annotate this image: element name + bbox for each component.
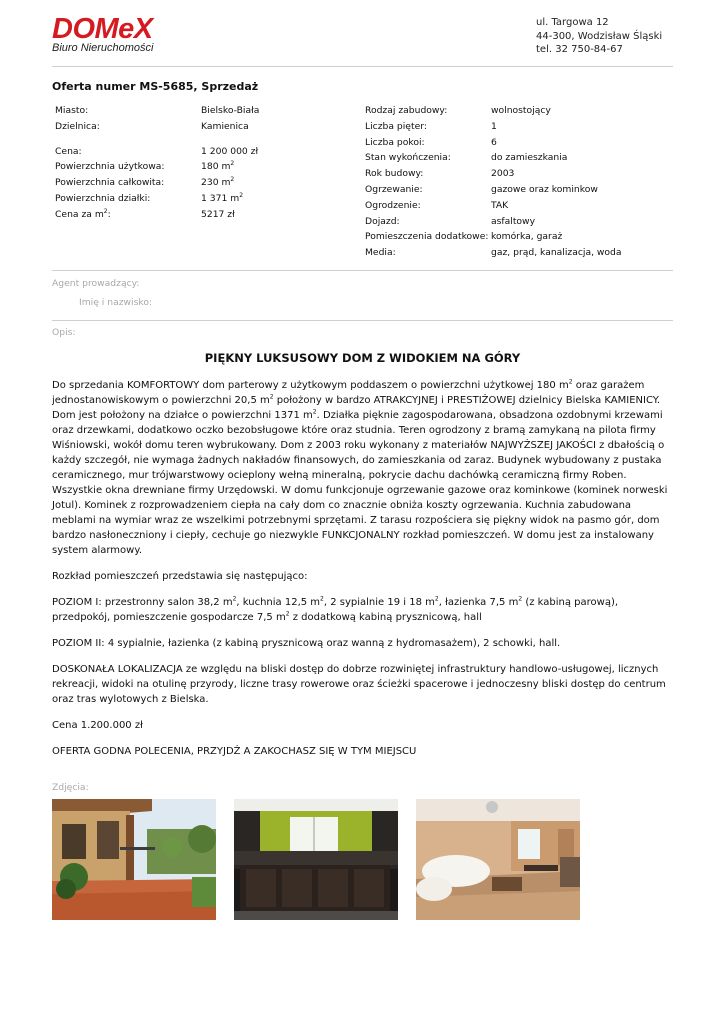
detail-value: Kamienica	[201, 120, 249, 132]
description-title: PIĘKNY LUKSUSOWY DOM Z WIDOKIEM NA GÓRY	[204, 351, 521, 365]
detail-label: Ogrzewanie:	[365, 183, 423, 195]
detail-label: Powierzchnia działki:	[55, 192, 151, 204]
detail-label: Stan wykończenia:	[365, 152, 451, 164]
detail-row-finish	[365, 150, 622, 166]
address-city: 44-300, Wodzisław Śląski	[536, 30, 663, 42]
detail-row-heating	[365, 182, 622, 198]
header-divider	[52, 66, 673, 67]
detail-row-price	[55, 144, 259, 160]
agency-address	[536, 16, 662, 57]
detail-row-building-type	[365, 103, 622, 119]
detail-value: 1 200 000 zł	[201, 145, 259, 157]
description-paragraph: POZIOM I: przestronny salon 38,2 $m^2$, kuchnia 12,5 $m^2$, 2 sypialnie 19 i 18 $m^2$, łazienka 7,5 $m^2$ (z kabiną parową), przedpokój, pomieszczenie gospodarcze 7,5 $m^2$ z dodatkową kabiną prysznicową, hall	[52, 595, 619, 623]
offer-title: Oferta numer MS-5685, Sprzedaż	[52, 80, 259, 93]
detail-value: do zamieszkania	[491, 152, 568, 164]
detail-value: asfaltowy	[491, 215, 536, 227]
detail-row-usable-area	[55, 159, 259, 175]
detail-value: gazowe oraz kominkow	[491, 183, 598, 195]
detail-label: Powierzchnia użytkowa:	[55, 161, 165, 173]
detail-row-fence	[365, 198, 622, 214]
description-paragraph: DOSKONAŁA LOKALIZACJA ze względu na bliski dostęp do dobrze rozwiniętej infrastruktury handlowo-usługowej, licznych rekreacji, widoki na otulinę przyrody, liczne trasy rowerowe oraz ścieżki spacerowe i jednoczesny bliski dostęp do centrum oraz tras wylotowych z Bielska.	[52, 664, 666, 705]
detail-value: gaz, prąd, kanalizacja, woda	[491, 247, 622, 259]
details-divider	[52, 270, 673, 271]
photo-kitchen[interactable]	[234, 799, 398, 920]
detail-value: komórka, garaż	[491, 231, 563, 243]
company-logo	[52, 14, 153, 54]
detail-label: Liczba pokoi:	[365, 136, 425, 148]
agent-name-label: Imię i nazwisko:	[79, 297, 153, 308]
detail-row-price-per-m2	[55, 207, 259, 223]
detail-value: 5217 zł	[201, 208, 235, 220]
detail-value: 2003	[491, 168, 515, 180]
detail-row-extra-rooms	[365, 229, 622, 245]
description-label: Opis:	[52, 327, 76, 338]
offer-details-right	[365, 103, 622, 261]
address-phone: tel. 32 750-84-67	[536, 44, 623, 55]
description-paragraph: POZIOM II: 4 sypialnie, łazienka (z kabiną prysznicową oraz wanną z hydromasażem), 2 schowki, hall.	[52, 638, 561, 649]
detail-row-rooms	[365, 135, 622, 151]
detail-value: wolnostojący	[491, 105, 551, 116]
detail-value: 6	[491, 136, 497, 148]
description-body	[52, 378, 676, 770]
detail-row-utilities	[365, 245, 622, 261]
detail-label: Miasto:	[55, 105, 89, 116]
description-paragraph: Do sprzedania KOMFORTOWY dom parterowy z użytkowym poddaszem o powierzchni użytkowej 180 $m^2$ oraz garażem jednostanowiskowym o powierzchni 20,5 $m^2$ położony w bardzo ATRAKCYJNEJ i PRESTIŻOWEJ dzielnicy Bielska KAMIENICY. Dom jest położony na działce o powierzchni 1371 $m^2$. Działka pięknie zagospodarowana, obsadzona ozdobnymi krzewami oraz drzewkami, dodatkowo oczko bezobsługowe które oraz studnia. Teren ogrodzony z bramą zamykaną na pilota firmy Wiśniowski, wokół domu teren wybrukowany. Dom z 2003 roku wykonany z materiałów NAJWYŻSZEJ JAKOŚCI z dbałością o każdy szczegół, nie wymaga żadnych nakładów finansowych, do zamieszkania od zaraz. Budynek wybudowany z pustaka ceramicznego, mur trójwarstwowy ocieplony wełną mineralną, pokrycie dachu dachówką ceramiczną firmy Roben. Wszystkie okna drewniane firmy Urzędowski. W domu funkcjonuje ogrzewanie gazowe oraz kominkowe (kominek norweski Jotul). Kominek z rozprowadzeniem ciepła na cały dom co znacznie obniża koszty ogrzewania. Kuchnia zabudowana meblami na wymiar wraz ze wszelkimi potrzebnymi sprzętami. Z tarasu rozpościera się piękny widok na pasmo gór, dom bardzo nasłoneczniony i ciepły, cechuje go niezwykle FUNKCJONALNY rozkład pomieszczeń. W domu jest za instalowany system alarmowy.	[52, 378, 668, 556]
address-street: ul. Targowa 12	[536, 17, 609, 28]
photo-living-room[interactable]	[416, 799, 580, 920]
photos-label: Zdjęcia:	[52, 782, 89, 793]
detail-label: Dojazd:	[365, 215, 400, 227]
detail-value: Bielsko-Biała	[201, 105, 260, 116]
photo-terrace[interactable]	[52, 799, 216, 920]
detail-label: Dzielnica:	[55, 120, 100, 132]
detail-label: Media:	[365, 247, 396, 259]
detail-row-district	[55, 119, 259, 135]
detail-row-access-road	[365, 214, 622, 230]
detail-value: 230 $m^2$	[201, 176, 235, 189]
detail-label: Pomieszczenia dodatkowe:	[365, 231, 489, 243]
agent-section-label: Agent prowadzący:	[52, 278, 140, 289]
detail-value: 1	[491, 120, 497, 132]
detail-label: Cena za $m^2$:	[55, 207, 111, 220]
logo-wordmark: DOMeX	[52, 13, 153, 45]
detail-row-total-area	[55, 175, 259, 191]
logo-subtitle: Biuro Nieruchomości	[52, 42, 154, 54]
detail-row-floors	[365, 119, 622, 135]
description-paragraph: Rozkład pomieszczeń przedstawia się następująco:	[52, 571, 308, 582]
offer-details-left	[55, 103, 259, 223]
detail-label: Powierzchnia całkowita:	[55, 177, 165, 189]
description-paragraph: Cena 1.200.000 zł	[52, 720, 143, 731]
detail-label: Ogrodzenie:	[365, 199, 421, 211]
detail-row-plot-area	[55, 191, 259, 207]
detail-value: 1 371 $m^2$	[201, 191, 244, 204]
agent-divider	[52, 320, 673, 321]
detail-label: Liczba pięter:	[365, 120, 427, 132]
description-paragraph: OFERTA GODNA POLECENIA, PRZYJDŹ A ZAKOCHASZ SIĘ W TYM MIEJSCU	[52, 746, 417, 757]
detail-label: Rodzaj zabudowy:	[365, 105, 448, 116]
detail-label: Rok budowy:	[365, 168, 424, 180]
detail-value: 180 $m^2$	[201, 160, 235, 173]
detail-label: Cena:	[55, 145, 82, 157]
detail-value: TAK	[491, 199, 509, 211]
detail-row-city	[55, 103, 259, 119]
detail-row-year-built	[365, 166, 622, 182]
